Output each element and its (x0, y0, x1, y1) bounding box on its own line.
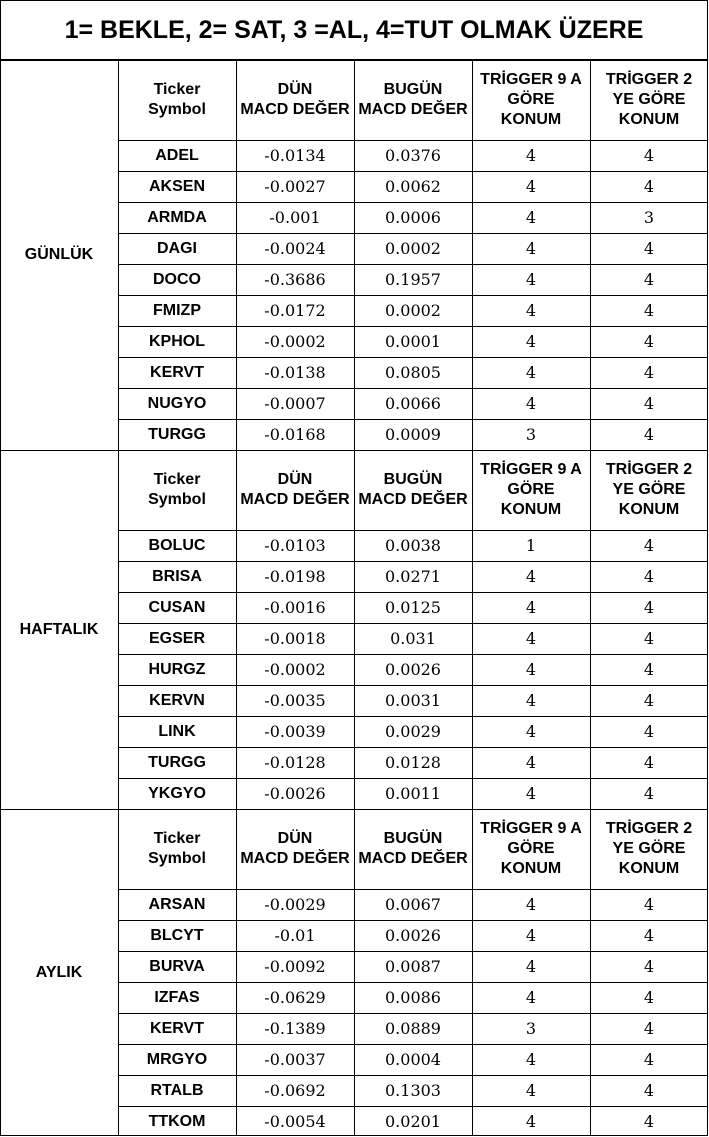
dun-macd-cell: -0.0029 (264, 894, 326, 914)
grid-line (590, 450, 591, 809)
section-label: GÜNLÜK (24, 246, 94, 263)
ticker-cell: HURGZ (148, 660, 206, 678)
trigger2-cell: 4 (643, 424, 655, 444)
dun-macd-cell: -0.0037 (264, 1049, 326, 1069)
trigger9-cell: 4 (525, 752, 537, 772)
dun-macd-header: DÜN MACD DEĞER (240, 830, 350, 867)
trigger9-cell: 4 (525, 331, 537, 351)
trigger2-cell: 4 (643, 690, 655, 710)
trigger9-cell: 4 (525, 721, 537, 741)
trigger9-cell: 4 (525, 659, 537, 679)
trigger2-cell: 4 (643, 752, 655, 772)
trigger2-cell: 4 (643, 925, 655, 945)
dun-macd-cell: -0.3686 (264, 269, 326, 289)
ticker-symbol-header: Ticker Symbol (148, 81, 206, 118)
grid-line (118, 264, 708, 265)
trigger2-cell: 3 (643, 207, 655, 227)
bugun-macd-cell: 0.0004 (385, 1049, 441, 1069)
trigger2-cell: 4 (643, 597, 655, 617)
bugun-macd-cell: 0.1303 (385, 1080, 441, 1100)
bugun-macd-cell: 0.0002 (385, 300, 441, 320)
trigger9-cell: 4 (525, 269, 537, 289)
ticker-cell: IZFAS (154, 988, 200, 1006)
trigger2-cell: 4 (643, 783, 655, 803)
ticker-cell: KPHOL (149, 332, 205, 350)
grid-line (118, 809, 119, 1136)
dun-macd-cell: -0.0039 (264, 721, 326, 741)
trigger9-cell: 4 (525, 566, 537, 586)
grid-line (118, 747, 708, 748)
grid-line (118, 202, 708, 203)
bugun-macd-cell: 0.0889 (385, 1018, 441, 1038)
trigger9-cell: 4 (525, 597, 537, 617)
dun-macd-cell: -0.001 (269, 207, 321, 227)
trigger9-cell: 3 (525, 1018, 537, 1038)
grid-line (118, 419, 708, 420)
bugun-macd-cell: 0.0038 (385, 535, 441, 555)
trigger2-cell: 4 (643, 535, 655, 555)
trigger9-header: TRİGGER 9 A GÖRE KONUM (480, 820, 582, 877)
ticker-cell: ADEL (155, 146, 199, 164)
grid-line (354, 809, 355, 1136)
dun-macd-cell: -0.0134 (264, 145, 326, 165)
trigger2-cell: 4 (643, 238, 655, 258)
trigger2-cell: 4 (643, 300, 655, 320)
grid-line (236, 809, 237, 1136)
trigger2-cell: 4 (643, 1080, 655, 1100)
trigger9-cell: 4 (525, 145, 537, 165)
trigger2-cell: 4 (643, 956, 655, 976)
grid-line (118, 561, 708, 562)
trigger2-cell: 4 (643, 1018, 655, 1038)
bugun-macd-cell: 0.0271 (385, 566, 441, 586)
trigger2-cell: 4 (643, 987, 655, 1007)
trigger2-cell: 4 (643, 1049, 655, 1069)
bugun-macd-cell: 0.0805 (385, 362, 441, 382)
trigger9-cell: 4 (525, 987, 537, 1007)
grid-line (118, 920, 708, 921)
trigger9-cell: 4 (525, 628, 537, 648)
bugun-macd-cell: 0.0006 (385, 207, 441, 227)
bugun-macd-cell: 0.0002 (385, 238, 441, 258)
trigger2-cell: 4 (643, 176, 655, 196)
dun-macd-cell: -0.0024 (264, 238, 326, 258)
grid-line (118, 295, 708, 296)
grid-line (236, 60, 237, 450)
ticker-symbol-header: Ticker Symbol (148, 471, 206, 508)
grid-line (118, 326, 708, 327)
trigger9-cell: 1 (525, 535, 537, 555)
dun-macd-cell: -0.0054 (264, 1111, 326, 1131)
dun-macd-header: DÜN MACD DEĞER (240, 471, 350, 508)
trigger9-cell: 4 (525, 956, 537, 976)
grid-line (118, 1013, 708, 1014)
ticker-cell: YKGYO (148, 784, 206, 802)
dun-macd-cell: -0.0128 (264, 752, 326, 772)
trigger9-cell: 4 (525, 690, 537, 710)
bugun-macd-cell: 0.0029 (385, 721, 441, 741)
grid-line (0, 0, 1, 1136)
grid-line (590, 60, 591, 450)
ticker-cell: TURGG (148, 753, 206, 771)
ticker-cell: MRGYO (146, 1050, 208, 1068)
table-title: 1= BEKLE, 2= SAT, 3 =AL, 4=TUT OLMAK ÜZERE (0, 0, 708, 60)
trigger9-cell: 4 (525, 783, 537, 803)
trigger9-cell: 4 (525, 300, 537, 320)
section-label: AYLIK (35, 963, 83, 981)
trigger2-cell: 4 (643, 269, 655, 289)
trigger9-cell: 4 (525, 207, 537, 227)
bugun-macd-header: BUGÜN MACD DEĞER (358, 830, 468, 867)
dun-macd-cell: -0.0692 (264, 1080, 326, 1100)
dun-macd-cell: -0.0018 (264, 628, 326, 648)
ticker-cell: FMIZP (153, 301, 201, 319)
dun-macd-cell: -0.0103 (264, 535, 326, 555)
trigger9-header: TRİGGER 9 A GÖRE KONUM (480, 461, 582, 518)
trigger9-cell: 4 (525, 894, 537, 914)
dun-macd-cell: -0.0002 (264, 331, 326, 351)
trigger2-cell: 4 (643, 145, 655, 165)
ticker-cell: BLCYT (150, 926, 204, 944)
grid-line (472, 60, 473, 450)
ticker-cell: RTALB (150, 1081, 204, 1099)
bugun-macd-header: BUGÜN MACD DEĞER (358, 471, 468, 508)
bugun-macd-cell: 0.0376 (385, 145, 441, 165)
ticker-cell: NUGYO (147, 394, 207, 412)
bugun-macd-cell: 0.0026 (385, 659, 441, 679)
bugun-macd-cell: 0.0026 (385, 925, 441, 945)
dun-macd-cell: -0.0092 (264, 956, 326, 976)
grid-line (118, 450, 119, 809)
grid-line (472, 809, 473, 1136)
trigger9-cell: 4 (525, 1111, 537, 1131)
ticker-cell: TTKOM (148, 1112, 206, 1130)
trigger2-cell: 4 (643, 721, 655, 741)
grid-line (118, 357, 708, 358)
bugun-macd-cell: 0.0001 (385, 331, 441, 351)
ticker-cell: KERVT (150, 363, 204, 381)
grid-line (118, 685, 708, 686)
ticker-cell: CUSAN (148, 598, 206, 616)
grid-line (118, 233, 708, 234)
bugun-macd-cell: 0.0062 (385, 176, 441, 196)
ticker-cell: AKSEN (148, 177, 205, 195)
grid-line (590, 809, 591, 1136)
ticker-cell: TURGG (148, 425, 206, 443)
grid-line (354, 450, 355, 809)
trigger2-cell: 4 (643, 393, 655, 413)
section-label: HAFTALIK (19, 620, 99, 638)
ticker-cell: ARSAN (148, 895, 206, 913)
trigger9-cell: 4 (525, 176, 537, 196)
trigger9-cell: 4 (525, 393, 537, 413)
dun-macd-cell: -0.01 (274, 925, 316, 945)
ticker-symbol-header: Ticker Symbol (148, 830, 206, 867)
bugun-macd-cell: 0.0086 (385, 987, 441, 1007)
bugun-macd-cell: 0.0011 (385, 783, 441, 803)
grid-line (354, 60, 355, 450)
trigger9-cell: 4 (525, 362, 537, 382)
bugun-macd-cell: 0.0066 (385, 393, 441, 413)
bugun-macd-cell: 0.0201 (385, 1111, 441, 1131)
bugun-macd-cell: 0.0067 (385, 894, 441, 914)
trigger2-cell: 4 (643, 659, 655, 679)
ticker-cell: EGSER (148, 629, 205, 647)
grid-line (118, 982, 708, 983)
ticker-cell: BRISA (152, 567, 202, 585)
grid-line (118, 716, 708, 717)
grid-line (118, 1106, 708, 1107)
trigger2-cell: 4 (643, 628, 655, 648)
grid-line (118, 1075, 708, 1076)
ticker-cell: DAGI (157, 239, 197, 257)
bugun-macd-cell: 0.031 (390, 628, 436, 648)
ticker-cell: LINK (158, 722, 196, 740)
grid-line (0, 1135, 708, 1136)
bugun-macd-cell: 0.0031 (385, 690, 441, 710)
dun-macd-cell: -0.0168 (264, 424, 326, 444)
bugun-macd-cell: 0.1957 (385, 269, 441, 289)
ticker-cell: DOCO (153, 270, 201, 288)
trigger9-cell: 3 (525, 424, 537, 444)
trigger9-cell: 4 (525, 1080, 537, 1100)
ticker-cell: BOLUC (148, 536, 206, 554)
dun-macd-cell: -0.0138 (264, 362, 326, 382)
dun-macd-cell: -0.0172 (264, 300, 326, 320)
grid-line (118, 388, 708, 389)
dun-macd-header: DÜN MACD DEĞER (240, 81, 350, 118)
dun-macd-cell: -0.0002 (264, 659, 326, 679)
grid-line (118, 654, 708, 655)
grid-line (118, 530, 708, 531)
trigger2-cell: 4 (643, 362, 655, 382)
grid-line (118, 140, 708, 141)
dun-macd-cell: -0.0026 (264, 783, 326, 803)
trigger2-header: TRİGGER 2 YE GÖRE KONUM (605, 71, 693, 128)
grid-line (118, 171, 708, 172)
bugun-macd-cell: 0.0128 (385, 752, 441, 772)
trigger2-header: TRİGGER 2 YE GÖRE KONUM (605, 461, 693, 518)
dun-macd-cell: -0.1389 (264, 1018, 326, 1038)
bugun-macd-cell: 0.0009 (385, 424, 441, 444)
ticker-cell: KERVN (149, 691, 205, 709)
grid-line (118, 592, 708, 593)
dun-macd-cell: -0.0035 (264, 690, 326, 710)
ticker-cell: ARMDA (147, 208, 207, 226)
grid-line (118, 623, 708, 624)
trigger9-cell: 4 (525, 238, 537, 258)
grid-line (472, 450, 473, 809)
grid-line (118, 1044, 708, 1045)
grid-line (236, 450, 237, 809)
ticker-cell: BURVA (149, 957, 205, 975)
trigger2-cell: 4 (643, 566, 655, 586)
trigger2-header: TRİGGER 2 YE GÖRE KONUM (605, 820, 693, 877)
trigger9-cell: 4 (525, 925, 537, 945)
trigger2-cell: 4 (643, 894, 655, 914)
trigger2-cell: 4 (643, 331, 655, 351)
trigger9-header: TRİGGER 9 A GÖRE KONUM (480, 71, 582, 128)
dun-macd-cell: -0.0629 (264, 987, 326, 1007)
grid-line (707, 0, 708, 1136)
grid-line (118, 778, 708, 779)
dun-macd-cell: -0.0007 (264, 393, 326, 413)
dun-macd-cell: -0.0027 (264, 176, 326, 196)
trigger2-cell: 4 (643, 1111, 655, 1131)
trigger9-cell: 4 (525, 1049, 537, 1069)
bugun-macd-cell: 0.0087 (385, 956, 441, 976)
bugun-macd-header: BUGÜN MACD DEĞER (358, 81, 468, 118)
dun-macd-cell: -0.0016 (264, 597, 326, 617)
ticker-cell: KERVT (150, 1019, 204, 1037)
dun-macd-cell: -0.0198 (264, 566, 326, 586)
grid-line (118, 889, 708, 890)
grid-line (118, 60, 119, 450)
bugun-macd-cell: 0.0125 (385, 597, 441, 617)
grid-line (118, 951, 708, 952)
